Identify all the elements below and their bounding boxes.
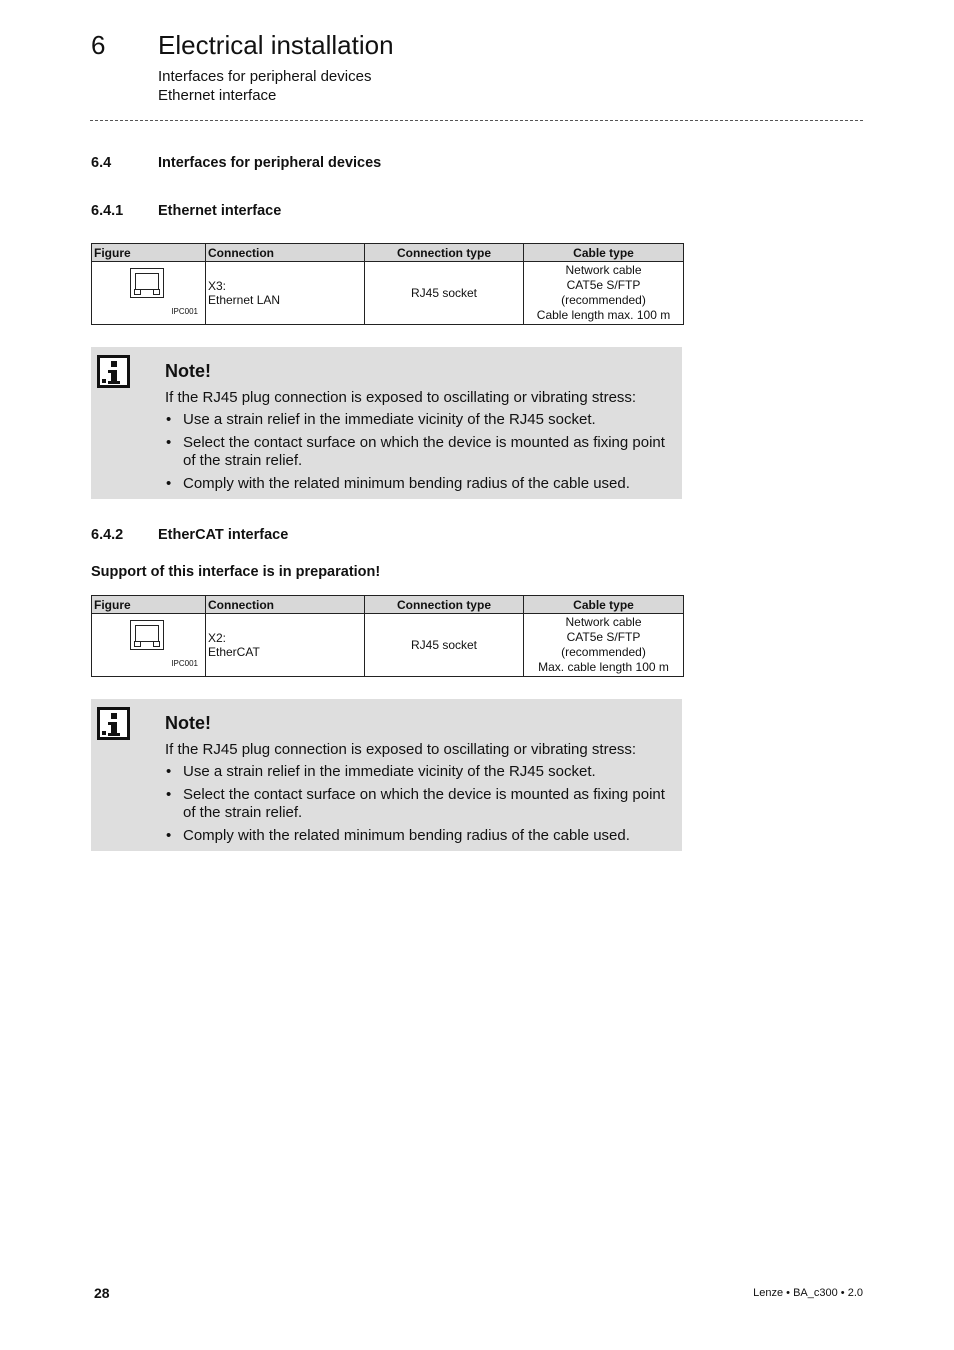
ethernet-connection-table — [91, 243, 684, 325]
cable-line: (recommended) — [561, 645, 646, 659]
header-cable-type: Cable type — [524, 244, 684, 262]
note-intro: If the RJ45 plug connection is exposed to oscillating or vibrating stress: — [165, 741, 637, 758]
bullet-icon: • — [166, 434, 172, 451]
rj45-socket-icon — [130, 620, 164, 650]
header-subtitle-2: Ethernet interface — [158, 87, 277, 104]
list-item-text: Comply with the related minimum bending radius of the cable used. — [183, 827, 630, 844]
bullet-icon: • — [166, 475, 172, 492]
header-connection: Connection — [206, 596, 365, 614]
connection-cell — [206, 262, 365, 325]
cable-line: CAT5e S/FTP — [566, 278, 641, 292]
chapter-number: 6 — [91, 30, 106, 60]
list-item-text: Select the contact surface on which the device is mounted as fixing point of the strain relief. — [183, 434, 665, 469]
note-list — [165, 411, 670, 498]
connection-type-cell: RJ45 socket — [365, 614, 524, 677]
connection-id: X3: — [208, 279, 227, 293]
header-figure: Figure — [92, 244, 206, 262]
rj45-socket-icon — [130, 268, 164, 298]
header-subtitle-1: Interfaces for peripheral devices — [158, 68, 372, 85]
bullet-icon: • — [166, 763, 172, 780]
header-divider — [90, 120, 863, 121]
page-number: 28 — [94, 1285, 110, 1301]
connection-type-cell: RJ45 socket — [365, 262, 524, 325]
list-item-text: Select the contact surface on which the device is mounted as fixing point of the strain relief. — [183, 786, 665, 821]
cable-type-cell — [524, 262, 684, 325]
subsection-title: EtherCAT interface — [158, 527, 289, 543]
bullet-icon: • — [166, 411, 172, 428]
table-row — [92, 262, 684, 325]
cable-line: Network cable — [565, 263, 642, 277]
list-item-text: Comply with the related minimum bending radius of the cable used. — [183, 475, 630, 492]
cable-type-cell — [524, 614, 684, 677]
note-list — [165, 763, 670, 850]
cable-line: Max. cable length 100 m — [538, 660, 669, 674]
note-box — [91, 347, 682, 499]
note-title: Note! — [165, 713, 211, 733]
subsection-number: 6.4.2 — [91, 527, 124, 543]
list-item — [165, 827, 670, 845]
support-notice: Support of this interface is in preparation! — [91, 564, 381, 580]
connection-cell — [206, 614, 365, 677]
figure-code: IPC001 — [171, 659, 198, 668]
header-connection-type: Connection type — [365, 244, 524, 262]
footer-doc-info: Lenze • BA_c300 • 2.0 — [753, 1287, 863, 1299]
ethercat-connection-table — [91, 595, 684, 677]
header-cable-type: Cable type — [524, 596, 684, 614]
info-icon — [97, 355, 130, 388]
list-item — [165, 786, 670, 822]
subsection-number: 6.4.1 — [91, 203, 124, 219]
note-intro: If the RJ45 plug connection is exposed to oscillating or vibrating stress: — [165, 389, 637, 406]
list-item — [165, 475, 670, 493]
list-item-text: Use a strain relief in the immediate vicinity of the RJ45 socket. — [183, 411, 596, 428]
info-icon — [97, 707, 130, 740]
list-item — [165, 763, 670, 781]
bullet-icon: • — [166, 827, 172, 844]
figure-cell — [92, 614, 206, 677]
cable-line: CAT5e S/FTP — [566, 630, 641, 644]
section-title: Interfaces for peripheral devices — [158, 155, 382, 171]
chapter-title: Electrical installation — [158, 30, 394, 60]
cable-line: Cable length max. 100 m — [536, 308, 671, 322]
list-item — [165, 434, 670, 470]
list-item — [165, 411, 670, 429]
header-connection-type: Connection type — [365, 596, 524, 614]
subsection-title: Ethernet interface — [158, 203, 282, 219]
note-title: Note! — [165, 361, 211, 381]
figure-cell — [92, 262, 206, 325]
connection-id: X2: — [208, 631, 227, 645]
note-box — [91, 699, 682, 851]
table-header-row — [92, 596, 684, 614]
connection-name: EtherCAT — [208, 645, 260, 659]
section-number: 6.4 — [91, 155, 112, 171]
list-item-text: Use a strain relief in the immediate vicinity of the RJ45 socket. — [183, 763, 596, 780]
table-row — [92, 614, 684, 677]
connection-name: Ethernet LAN — [208, 293, 281, 307]
bullet-icon: • — [166, 786, 172, 803]
figure-code: IPC001 — [171, 307, 198, 316]
table-header-row — [92, 244, 684, 262]
cable-line: Network cable — [565, 615, 642, 629]
cable-line: (recommended) — [561, 293, 646, 307]
header-connection: Connection — [206, 244, 365, 262]
header-figure: Figure — [92, 596, 206, 614]
